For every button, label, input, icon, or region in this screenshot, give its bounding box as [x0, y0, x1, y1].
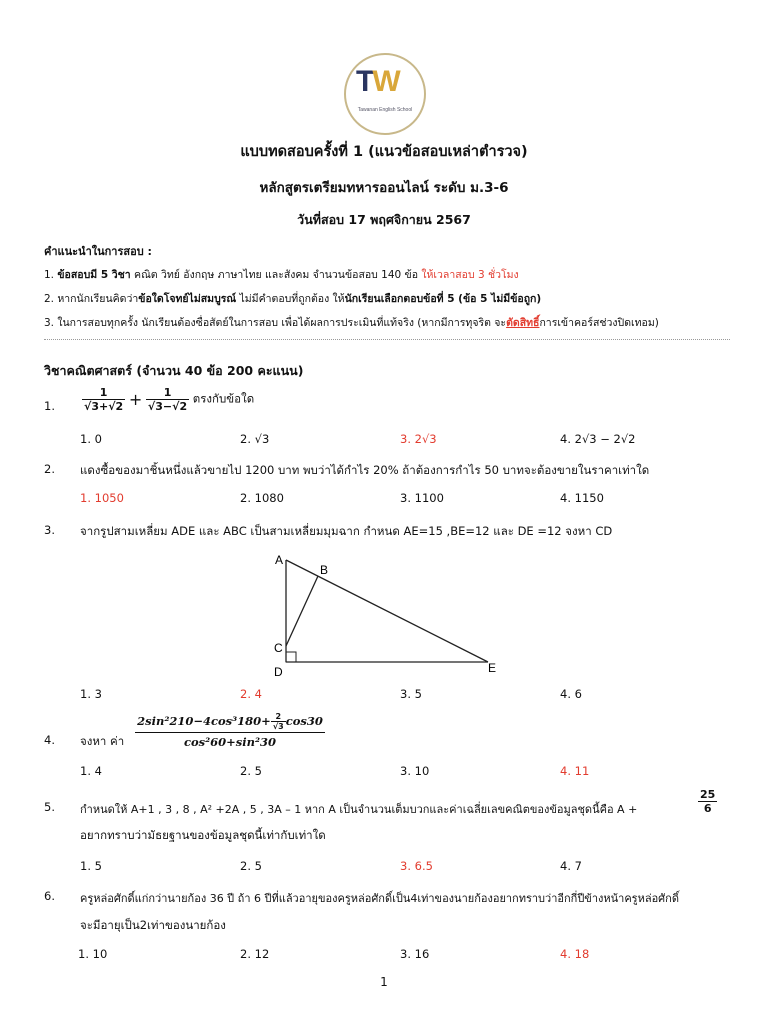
q3-triangle-figure: [270, 548, 510, 683]
q4-numerator: 2sin²210−4cos³180+ $\frac{2}{√3}$ cos30: [135, 712, 325, 733]
section-divider: [44, 339, 730, 340]
q6-choice-1: 1. 10: [78, 947, 108, 961]
q3-choice-1: 1. 3: [80, 687, 102, 701]
label-c: C: [274, 641, 283, 655]
right-angle-mark: [286, 652, 296, 662]
q3-number: 3.: [44, 523, 55, 537]
q1-number: 1.: [44, 399, 55, 413]
q5-choice-1: 1. 5: [80, 859, 102, 873]
q6-line-1: ครูหล่อศักดิ์แก่กว่านายก้อง 36 ปี ถ้า 6 ปีที่แล้วอายุของครูหล่อศักดิ์เป็น4เท่าของนายก้องอยากทราบว่าอีกกี่ปีข้างหน้าครูหล่อศักดิ์: [80, 892, 679, 905]
q6-choice-3: 3. 16: [400, 947, 430, 961]
q6-number: 6.: [44, 889, 55, 903]
q5-line-2: อยากทราบว่ามัธยฐานของข้อมูลชุดนี้เท่ากับเท่าใด: [80, 828, 326, 842]
q2-choice-3: 3. 1100: [400, 491, 444, 505]
instruction-2: 2. หากนักเรียนคิดว่าข้อใดโจทย์ไม่สมบูรณ์ ไม่มีคำตอบที่ถูกต้อง ให้นักเรียนเลือกตอบข้อที่ 5 (ข้อ 5 ไม่มีข้อถูก): [44, 293, 542, 305]
q2-choice-4: 4. 1150: [560, 491, 604, 505]
q4-expression: [135, 712, 325, 749]
q4-choice-2: 2. 5: [240, 764, 262, 778]
q4-denominator: cos²60+sin²30: [183, 735, 277, 749]
q4-number: 4.: [44, 733, 55, 747]
q1-fraction-2: $\frac{1}{√3-√2}$: [147, 386, 188, 413]
q2-number: 2.: [44, 462, 55, 476]
q1-fraction-1: $\frac{1}{√3+√2}$: [84, 386, 124, 413]
page-number: 1: [380, 975, 388, 989]
q1-choice-1: 1. 0: [80, 432, 102, 446]
q2-choice-1: 1. 1050: [80, 491, 124, 505]
q5-choice-3: 3. 6.5: [400, 859, 433, 873]
q2-choice-2: 2. 1080: [240, 491, 284, 505]
label-e: E: [488, 661, 497, 675]
exam-title: แบบทดสอบครั้งที่ 1 (แนวข้อสอบเหล่าตำรวจ): [240, 144, 528, 160]
q3-choice-4: 4. 6: [560, 687, 582, 701]
segment-ae: [286, 560, 488, 662]
q3-choice-2: 2. 4: [240, 687, 262, 701]
segment-cb: [286, 576, 318, 646]
logo-subtitle: Tawanan English School: [357, 107, 413, 113]
q4-choice-1: 1. 4: [80, 764, 102, 778]
q6-choice-2: 2. 12: [240, 947, 270, 961]
q6-line-2: จะมีอายุเป็น2เท่าของนายก้อง: [80, 918, 226, 932]
q5-line-1: กำหนดให้ A+1 , 3 , 8 , A² +2A , 5 , 3A – 1 หาก A เป็นจำนวนเต็มบวกและค่าเฉลี่ยเลขคณิตของข้อมูลชุดนี้คือ A +: [80, 803, 638, 816]
q5-fraction: $\frac{25}{6}$: [700, 788, 716, 815]
label-a: A: [275, 553, 284, 567]
q5-choice-4: 4. 7: [560, 859, 582, 873]
q1-expression: $\frac{1}{√3+√2}$ + $\frac{1}{√3-√2}$ ตรงกับข้อใด: [84, 386, 255, 413]
q3-text: จากรูปสามเหลี่ยม ADE และ ABC เป็นสามเหลี่ยมมุมฉาก กำหนด AE=15 ,BE=12 และ DE =12 จงหา CD: [80, 524, 613, 538]
section-title: วิชาคณิตศาสตร์ (จำนวน 40 ข้อ 200 คะแนน): [44, 363, 304, 378]
logo-monogram: TW: [356, 65, 399, 98]
q4-lead: จงหา ค่า: [80, 734, 125, 748]
instruction-3: 3. ในการสอบทุกครั้ง นักเรียนต้องซื่อสัตย์ในการสอบ เพื่อได้ผลการประเมินที่แท้จริง (หากมีการทุจริต จะตัดสิทธิ์การเข้าคอร์สช่วงปิดเทอม): [44, 317, 659, 329]
q5-number: 5.: [44, 800, 55, 814]
q3-choice-3: 3. 5: [400, 687, 422, 701]
label-d: D: [274, 665, 283, 679]
q5-choice-2: 2. 5: [240, 859, 262, 873]
instructions-heading: คำแนะนำในการสอบ :: [44, 245, 152, 258]
q4-inner-fraction: $\frac{2}{√3}$: [272, 712, 284, 731]
q1-choice-2: 2. √3: [240, 432, 270, 446]
q6-choice-4: 4. 18: [560, 947, 590, 961]
course-title: หลักสูตรเตรียมทหารออนไลน์ ระดับ ม.3-6: [259, 180, 509, 196]
exam-date: วันที่สอบ 17 พฤศจิกายน 2567: [297, 212, 471, 227]
instruction-1: 1. ข้อสอบมี 5 วิชา คณิต วิทย์ อังกฤษ ภาษาไทย และสังคม จำนวนข้อสอบ 140 ข้อ ให้เวลาสอบ 3 ชั่วโมง: [44, 269, 519, 281]
school-logo: [344, 53, 426, 135]
q4-choice-3: 3. 10: [400, 764, 430, 778]
q1-choice-3: 3. 2√3: [400, 432, 437, 446]
q4-choice-4: 4. 11: [560, 764, 590, 778]
q1-choice-4: 4. 2√3 − 2√2: [560, 432, 636, 446]
q2-text: แดงซื้อของมาชิ้นหนึ่งแล้วขายไป 1200 บาท พบว่าได้กำไร 20% ถ้าต้องการกำไร 50 บาทจะต้องขายในราคาเท่าใด: [80, 463, 650, 477]
label-b: B: [320, 563, 329, 577]
